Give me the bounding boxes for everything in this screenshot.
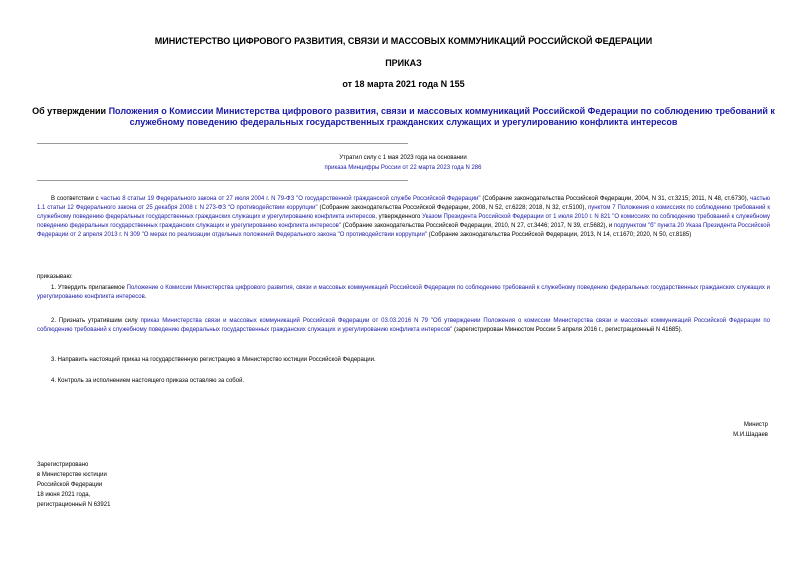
reference-link[interactable]: Положение о Комиссии Министерства цифрового развития, связи и массовых коммуникаций Российской Федерации по соблюдению требований к служебному поведению федеральных государственных гражданских служащих и урегулированию конфликта интересов bbox=[37, 285, 770, 300]
registration-line: Зарегистрировано bbox=[37, 462, 89, 468]
registration-block bbox=[37, 460, 237, 510]
registration-line: 18 июня 2021 года, bbox=[37, 492, 91, 498]
signature-name: М.И.Шадаев bbox=[733, 432, 768, 438]
signature-position: Министр bbox=[743, 422, 768, 428]
ministry-heading: МИНИСТЕРСТВО ЦИФРОВОГО РАЗВИТИЯ, СВЯЗИ И МАССОВЫХ КОММУНИКАЦИЙ РОССИЙСКОЙ ФЕДЕРАЦИИ bbox=[154, 36, 653, 46]
registration-line: в Министерстве юстиции bbox=[37, 472, 107, 478]
order-item-3 bbox=[37, 356, 770, 365]
order-word: приказываю: bbox=[37, 274, 73, 280]
paragraph-text: 1. Утвердить прилагаемое bbox=[51, 285, 127, 291]
reference-link[interactable]: Указом Президента Российской Федерации от 1 июля 2010 г. N 821 "О комиссиях по соблюдению требований к служебному поведению федеральных государственных гражданских служащих и урегулированию конфликта интересов" bbox=[37, 214, 770, 229]
paragraph-text: (Собрание законодательства Российской Федерации, 2008, N 52, ст.6228; 2018, N 32, ст.5100), bbox=[317, 205, 588, 211]
status-note-text: Утратил силу с 1 мая 2023 года на основании bbox=[339, 155, 467, 161]
signature-block bbox=[618, 420, 768, 440]
document-date-number: от 18 марта 2021 года N 155 bbox=[342, 79, 465, 89]
title-prefix: Об утверждении bbox=[32, 106, 109, 116]
paragraph-text: (Собрание законодательства Российской Федерации, 2004, N 31, ст.3215; 2011, N 48, ст.6730), bbox=[480, 196, 751, 202]
reference-link[interactable]: приказ Министерства связи и массовых коммуникаций Российской Федерации от 03.03.2016 N 79 "Об утверждении Положения о комиссии Министерства связи и массовых коммуникаций Российской Федерации по соблюдению требований к служебному поведению федеральных государственных гражданских служащих и урегулированию конфликта интересов" bbox=[37, 318, 770, 333]
divider-top bbox=[37, 143, 408, 144]
paragraph-text: 4. Контроль за исполнением настоящего приказа оставляю за собой. bbox=[51, 378, 245, 384]
document-title bbox=[30, 106, 777, 128]
paragraph-text: 2. Признать утратившим силу bbox=[51, 318, 141, 324]
reference-link[interactable]: подпунктом "б" пункта 20 Указа Президента Российской Федерации от 2 апреля 2013 г. N 309 "О мерах по реализации отдельных положений Федерального закона "О противодействии коррупции" bbox=[37, 223, 770, 238]
paragraph-text: (Собрание законодательства Российской Федерации, 2010, N 27, ст.3446; 2017, N 39, ст.5682), и bbox=[341, 223, 614, 229]
paragraph-text: (Собрание законодательства Российской Федерации, 2013, N 14, ст.1670; 2020, N 50, ст.8185) bbox=[426, 232, 692, 238]
reference-link[interactable]: частью 1.1 статьи 12 Федерального закона от 25 декабря 2008 г. N 273-ФЗ "О противодействии коррупции" bbox=[37, 196, 770, 211]
paragraph-text: 3. Направить настоящий приказ на государственную регистрацию в Министерство юстиции Российской Федерации. bbox=[51, 357, 376, 363]
paragraph-text: (зарегистрирован Минюстом России 5 апреля 2016 г., регистрационный N 41685). bbox=[452, 327, 683, 333]
status-note bbox=[228, 153, 578, 173]
registration-line: регистрационный N 63921 bbox=[37, 502, 111, 508]
divider-bottom bbox=[37, 180, 408, 181]
order-item-1 bbox=[37, 284, 770, 302]
paragraph-text: . bbox=[144, 294, 147, 300]
order-item-4 bbox=[37, 377, 770, 386]
reference-link[interactable]: пунктом 7 Положения о комиссиях по соблюдению требований к служебному поведению федеральных государственных гражданских служащих и урегулированию конфликта интересов bbox=[37, 205, 771, 220]
registration-line: Российской Федерации bbox=[37, 482, 103, 488]
paragraph-text: В соответствии с bbox=[51, 196, 101, 202]
preamble-paragraph bbox=[37, 195, 770, 240]
status-note-link[interactable]: приказа Минцифры России от 22 марта 2023 года N 286 bbox=[324, 165, 482, 171]
order-item-2 bbox=[37, 317, 770, 335]
reference-link[interactable]: частью 8 статьи 19 Федерального закона от 27 июля 2004 г. N 79-ФЗ "О государственной гражданской службе Российской Федерации" bbox=[100, 196, 481, 202]
title-link[interactable]: Положения о Комиссии Министерства цифрового развития, связи и массовых коммуникаций Российской Федерации по соблюдению требований к служебному поведению федеральных государственных гражданских служащих и урегулированию конфликта интересов bbox=[108, 106, 775, 127]
document-type: ПРИКАЗ bbox=[385, 58, 422, 68]
paragraph-text: , утвержденного bbox=[375, 214, 423, 220]
